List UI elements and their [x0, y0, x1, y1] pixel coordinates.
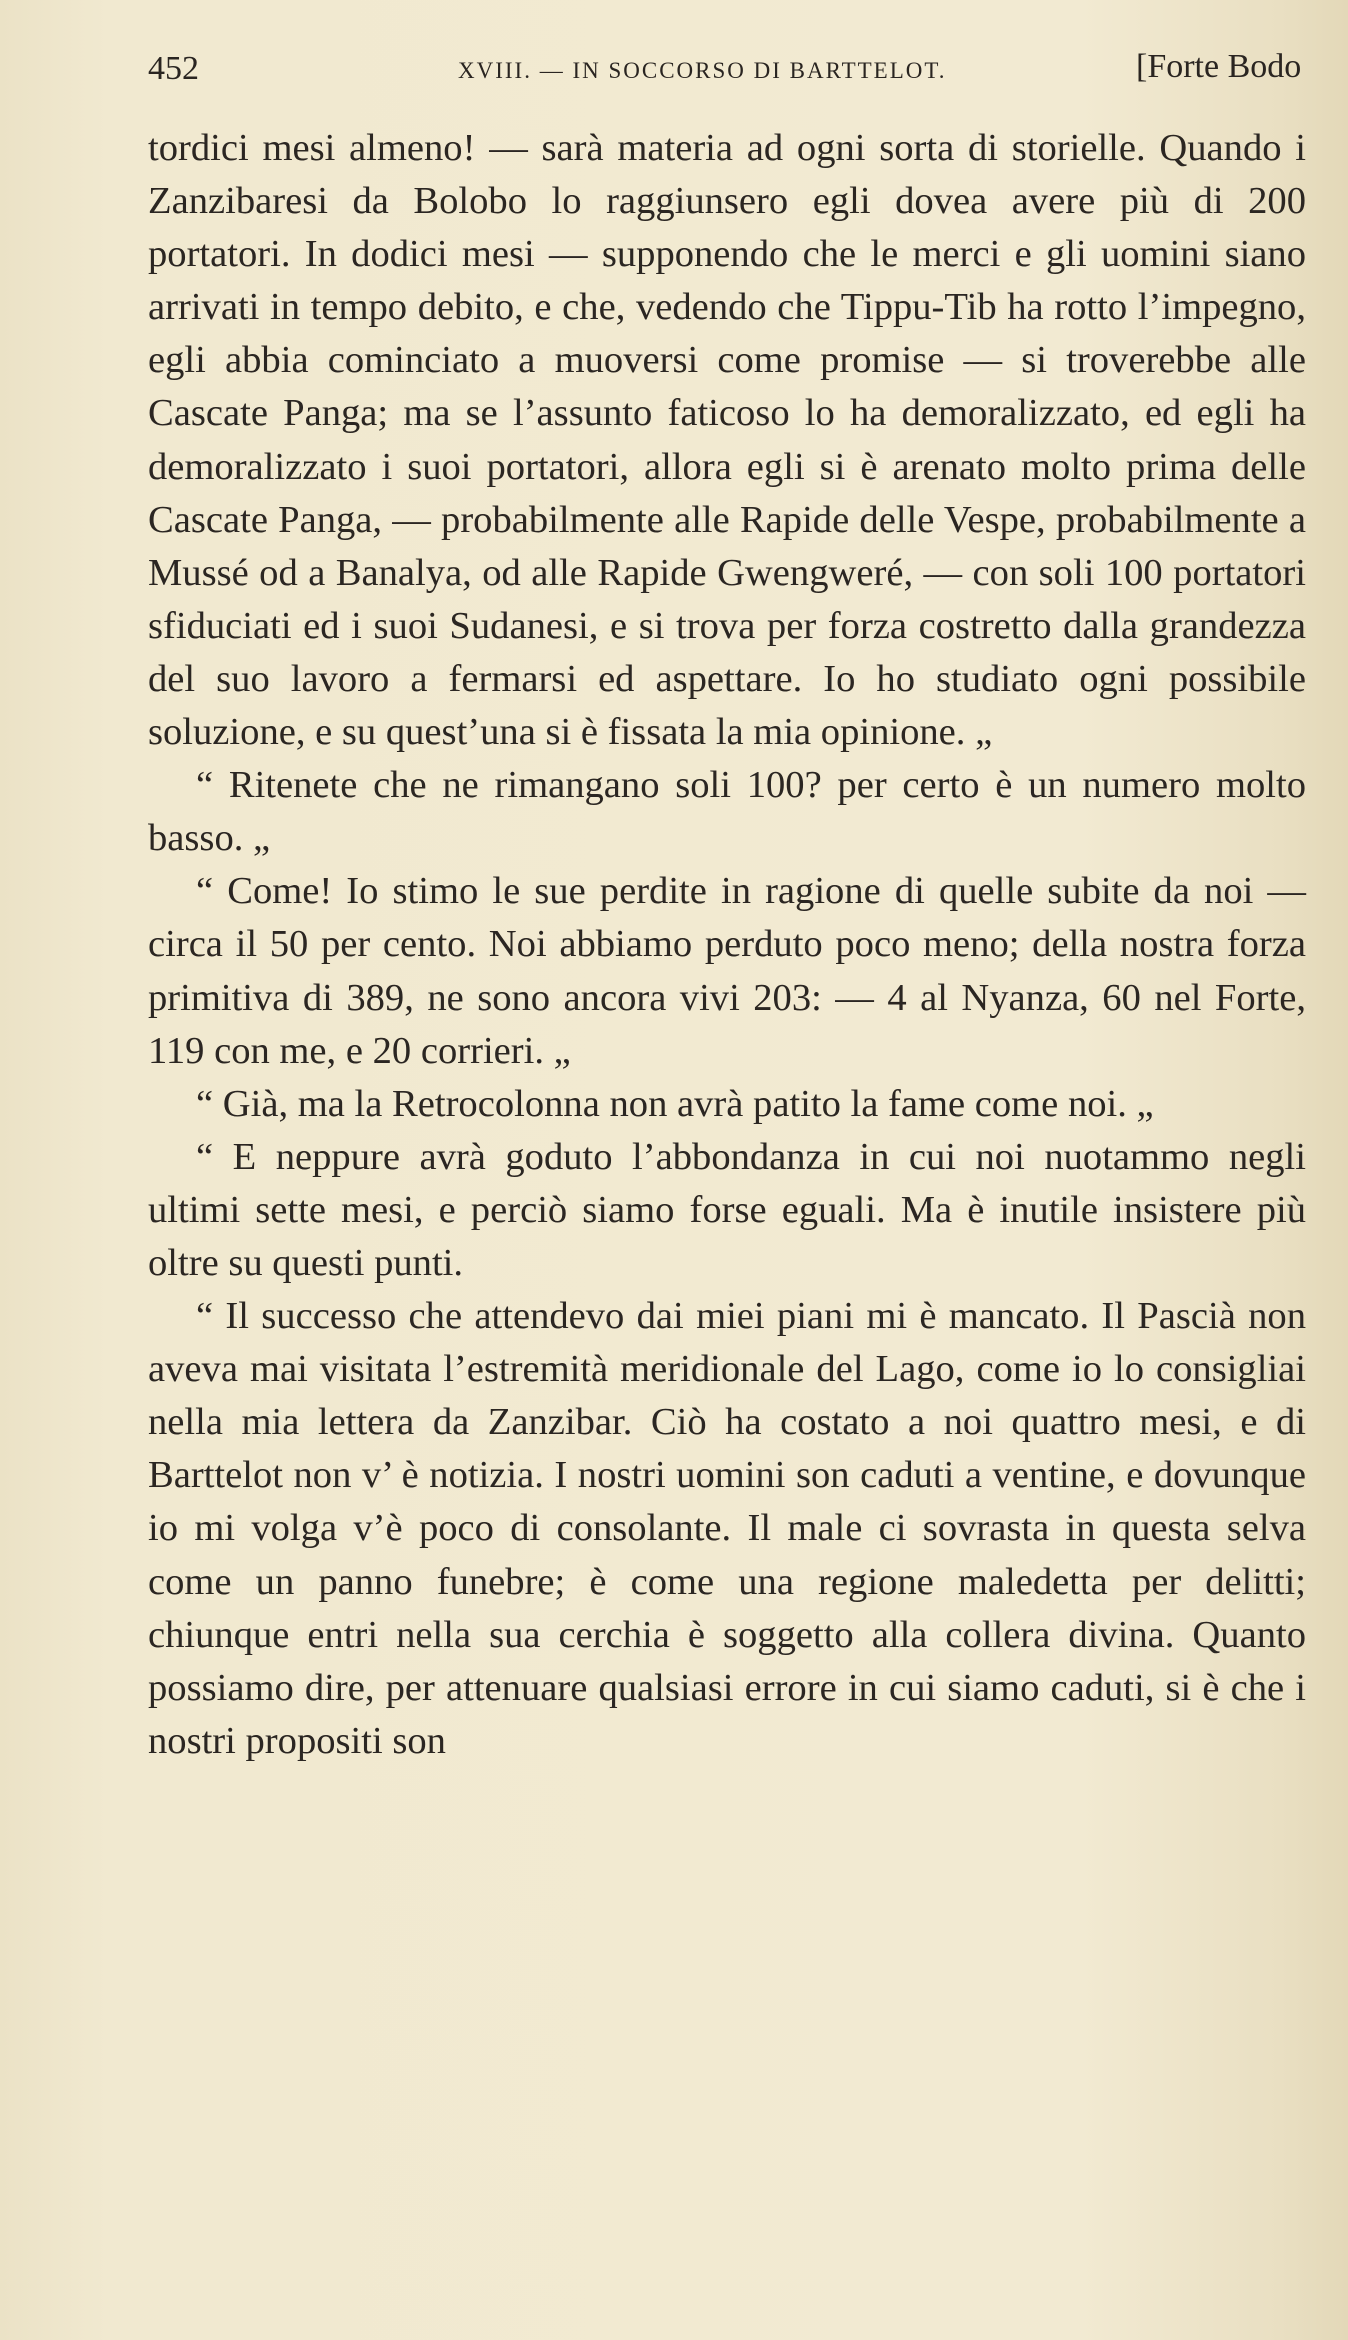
- location-heading: [Forte Bodo: [1136, 48, 1302, 85]
- running-head: [148, 44, 1328, 104]
- paragraph: “ Già, ma la Retrocolonna non avrà patito la fame come noi. „: [196, 1082, 1154, 1125]
- chapter-title: XVIII. — IN SOCCORSO DI BARTTELOT.: [458, 58, 947, 83]
- page-number: 452: [148, 50, 199, 87]
- paragraph: “ Ritenete che ne rimangano soli 100? per certo è un numero molto basso. „: [148, 764, 1306, 860]
- paragraph: “ E neppure avrà goduto l’abbondanza in cui noi nuotammo negli ultimi sette mesi, e perciò siamo forse eguali. Ma è inutile insistere più oltre su questi punti.: [148, 1135, 1306, 1284]
- paragraph: “ Il successo che attendevo dai miei piani mi è mancato. Il Pascià non aveva mai visitata l’estremità meridionale del Lago, come io lo consigliai nella mia lettera da Zanzibar. Ciò ha costato a noi quattro mesi, e di Barttelot non v’ è notizia. I nostri uomini son caduti a ventine, e dovunque io mi volga v’è poco di consolante. Il male ci sovrasta in questa selva come un panno funebre; è come una regione maledetta per delitti; chiunque entri nella sua cerchia è soggetto alla collera divina. Quanto possiamo dire, per attenuare qualsiasi errore in cui siamo caduti, si è che i nostri propositi son: [148, 1295, 1306, 1762]
- paragraph: “ Come! Io stimo le sue perdite in ragione di quelle subite da noi — circa il 50 per cento. Noi abbiamo perduto poco meno; della nostra forza primitiva di 389, ne sono ancora vivi 203: — 4 al Nyanza, 60 nel Forte, 119 con me, e 20 corrieri. „: [148, 870, 1306, 1072]
- body-text: [148, 122, 1306, 1768]
- paragraph: tordici mesi almeno! — sarà materia ad ogni sorta di storielle. Quando i Zanzibaresi da Bolobo lo raggiunsero egli dovea avere più di 200 portatori. In dodici mesi — supponendo che le merci e gli uomini siano arrivati in tempo debito, e che, vedendo che Tippu-Tib ha rotto l’impegno, egli abbia cominciato a muoversi come promise — si troverebbe alle Cascate Panga; ma se l’assunto faticoso lo ha demoralizzato, ed egli ha demoralizzato i suoi portatori, allora egli si è arenato molto prima delle Cascate Panga, — probabilmente alle Rapide delle Vespe, probabilmente a Mussé od a Banalya, od alle Rapide Gwengweré, — con soli 100 portatori sfiduciati ed i suoi Sudanesi, e si trova per forza costretto dalla grandezza del suo lavoro a fermarsi ed aspettare. Io ho studiato ogni possibile soluzione, e su quest’una si è fissata la mia opinione. „: [148, 127, 1306, 754]
